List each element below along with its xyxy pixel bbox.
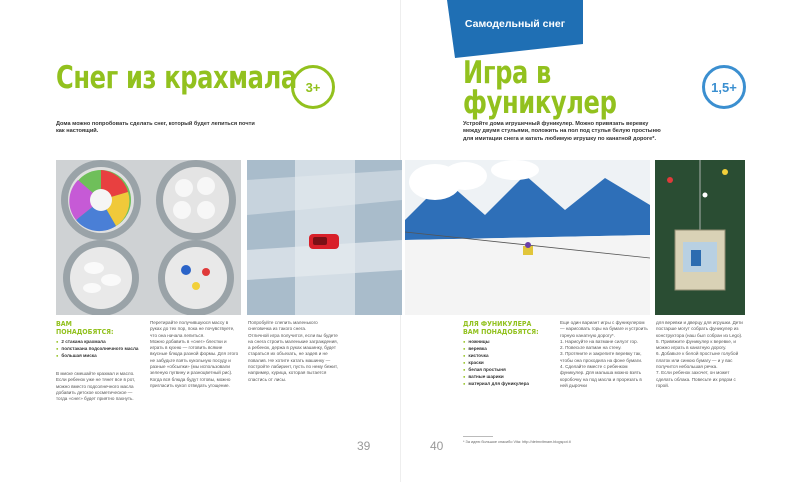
car-illustration — [247, 160, 402, 315]
page-number-left: 39 — [357, 439, 371, 453]
left-page-title: Снег из крахмала — [56, 60, 297, 96]
left-col3-text: Попробуйте слепить маленького снеговичка из такого снега. Отличной игра получится, если вы будете на снега строить маленькие заграждения, а ребенок, держа в руках машинку, будет стараться их объехать, не задев и не повалив. Не хотите катать машинку — постройте лабиринт, пусть по нему бежит, например, курица, которая пытается спастись от лисы. — [248, 320, 338, 382]
right-needs-heading: ДЛЯ ФУНИКУЛЕРА ВАМ ПОНАДОБЯТСЯ: — [463, 319, 539, 336]
footnote: * За идею большое спасибо Vita: http://detmvitmam.blogspot.ti — [463, 440, 571, 444]
list-item: ● полстакана подсолнечного масла — [56, 345, 141, 352]
mountains-illustration — [405, 160, 650, 315]
right-col5-text: Еще один вариант игры с фуникулером — нарисовать горы на бумаге и устроить горную канатную дорогу*. 1. Нарисуйте на ватмане силуэт гор. 2. Повесьте ватман на стену. 3. Протяните и закрепите веревку так, чтобы она проходила на фоне бумаги. 4. Сделайте вместе с ребенком фуникулер. Для малыша можно взять коробочку на под масла и прорезать в ней дырочки — [560, 320, 648, 388]
right-needs-column — [463, 320, 555, 387]
list-item: ● ножницы — [463, 338, 555, 345]
left-col1-text: В миске смешайте крахмал и масло. Если ребенок уже не тянет все в рот, можно вместо подсолнечного масла добавить детское косметическое — тогда «снег» будет приятно пахнуть. — [56, 371, 136, 402]
list-item: ● кисточка — [463, 352, 555, 359]
footnote-rule — [463, 436, 493, 437]
section-banner-label: Самодельный снег — [464, 18, 566, 30]
list-item: ● ватные шарики — [463, 373, 555, 380]
page-number-right: 40 — [430, 439, 444, 453]
photo-starch-bowls — [56, 160, 241, 315]
photo-car-snow — [247, 160, 402, 315]
list-item: ● белая простыня — [463, 366, 555, 373]
right-age-badge: 1,5+ — [702, 65, 746, 109]
right-intro: Устройте дома игрушечный фуникулер. Можно привязать веревку между двумя стульями, положить на пол под стулья белую простыню для имитации снега и катать любимую игрушку по канатной дороге*. — [463, 121, 661, 142]
right-col6-text: для веревки и дверцу для игрушки. Дети постарше могут собрать фуникулер из конструктора (наш был собран из Lego). 5. Привяжите фуникулер к веревке, и можно играть в канатную дорогу. 6. Добавьте к белой простыне голубой платок или синюю бумагу — и у вас получится небольшая речка. 7. Если ребенок захочет, он может сделать облака. Повесьте их рядом с горой. — [656, 320, 743, 388]
bowls-illustration — [56, 160, 241, 315]
left-col2-text: Перетирайте получившуюся массу в руках до тех пор, пока не почувствуете, что она начала лепиться. Можно добавить в «снег» блестки и играть в кухню — готовить всякие вкусные блюда разной формы. Для этого не забудьте взять кукольную посуду и разные «обсыпки» (мы использовали зеленую пугвину и разноцветный рис). Когда вся блюда будут готовы, можно пригласить кукол отведать угощение. — [150, 320, 239, 388]
list-item: ● материал для фуникулера — [463, 380, 555, 387]
list-item: ● 2 стакана крахмала — [56, 338, 141, 345]
left-needs-column — [56, 320, 141, 402]
photo-funicular-mountains — [405, 160, 650, 315]
left-needs-list — [56, 338, 141, 359]
photo-lego-cabin — [655, 160, 745, 315]
list-item: ● краски — [463, 359, 555, 366]
right-needs-list — [463, 338, 555, 387]
lego-illustration — [655, 160, 745, 315]
list-item: ● большая миска — [56, 352, 141, 359]
left-intro: Дома можно попробовать сделать снег, который будет лепиться почти как настоящий. — [56, 121, 255, 135]
left-age-badge: 3+ — [291, 65, 335, 109]
list-item: ● веревка — [463, 345, 555, 352]
right-page-title: Игра в фуникулер — [463, 55, 617, 121]
left-needs-heading: ВАМ ПОНАДОБЯТСЯ: — [56, 319, 114, 336]
